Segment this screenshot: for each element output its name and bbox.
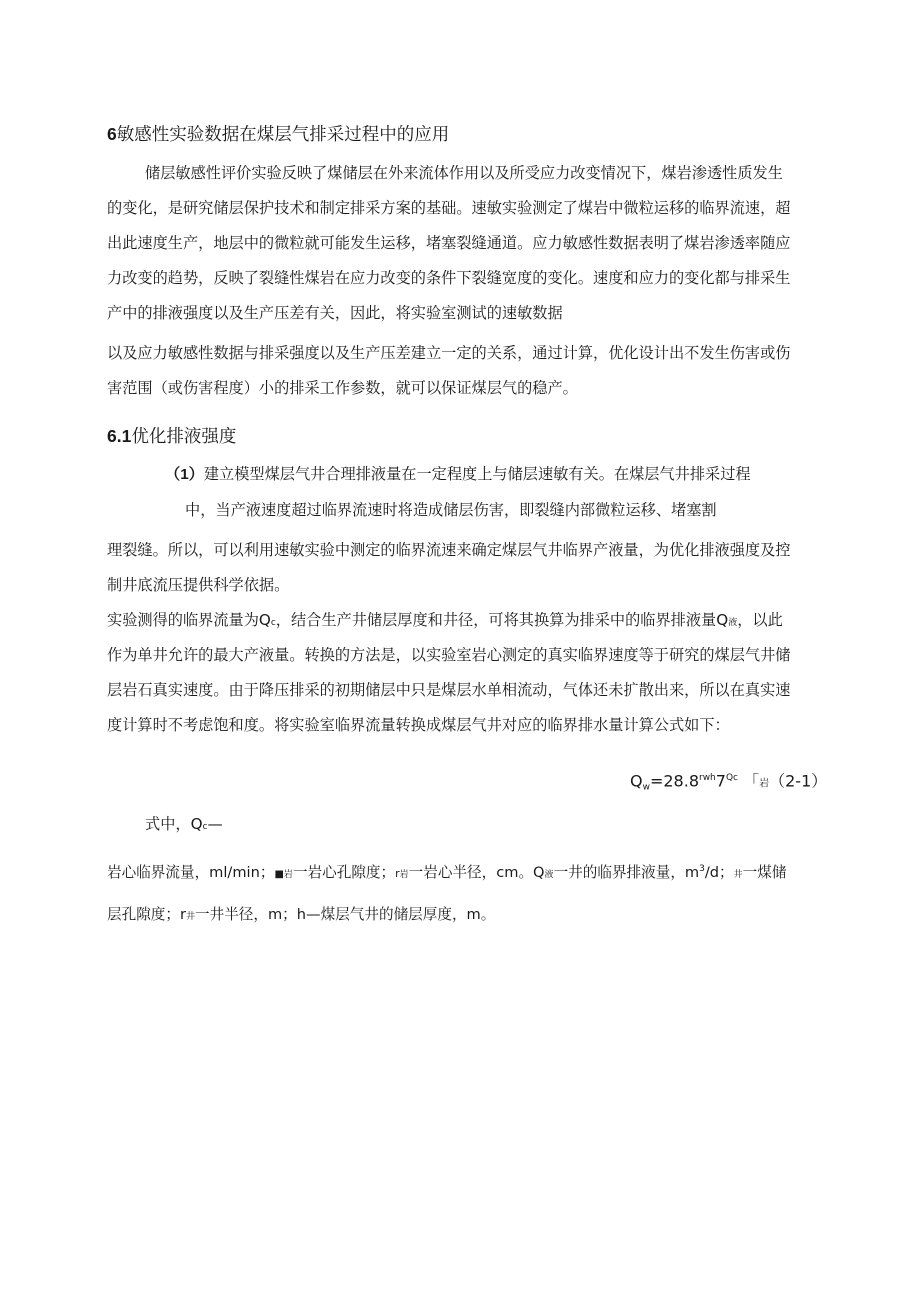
paragraph-line: 储层敏感性评价实验反映了煤储层在外来流体作用以及所受应力改变情况下，煤岩渗透性质发生 — [145, 164, 783, 182]
item-1-line: 制井底流压提供科学依据。 — [107, 576, 290, 594]
paragraph-line: 作为单井允许的最大产液量。转换的方法是，以实验室岩心测定的真实临界速度等于研究的煤层气井储 — [107, 646, 791, 664]
section-title: 敏感性实验数据在煤层气排采过程中的应用 — [116, 125, 450, 145]
item-1-line: （1）建立模型煤层气井合理排液量在一定程度上与储层速敏有关。在煤层气井排采过程 — [165, 465, 751, 483]
equation-number: （2-1） — [769, 771, 828, 791]
paragraph-line: 力改变的趋势，反映了裂缝性煤岩在应力改变的条件下裂缝宽度的变化。速度和应力的变化都与排采生 — [107, 269, 791, 287]
paragraph-line: 的变化，是研究储层保护技术和制定排采方案的基础。速敏实验测定了煤岩中微粒运移的临界流速，超 — [107, 199, 791, 217]
section-6-1-heading — [107, 424, 236, 449]
item-number: （1） — [165, 466, 204, 483]
section-number: 6 — [107, 124, 117, 144]
paragraph-line: 出此速度生产，地层中的微粒就可能发生运移，堵塞裂缝通道。应力敏感性数据表明了煤岩渗透率随应 — [107, 234, 791, 252]
paragraph-line: 害范围（或伤害程度）小的排采工作参数，就可以保证煤层气的稳产。 — [107, 379, 578, 397]
section-number: 6.1 — [107, 426, 132, 446]
item-1-line: 中，当产液速度超过临界流速时将造成储层伤害，即裂缝内部微粒运移、堵塞割 — [185, 501, 717, 519]
section-6-heading — [107, 122, 449, 147]
section-title: 优化排液强度 — [131, 427, 237, 447]
paragraph-line: 以及应力敏感性数据与排采强度以及生产压差建立一定的关系，通过计算，优化设计出不发生伤害或伤 — [107, 344, 791, 362]
where-label: 式中，Qc— — [145, 815, 223, 833]
where-definitions-line: 岩心临界流量，ml/min；■岩一岩心孔隙度；r岩一岩心半径，cm。Q液一井的临界排液量，$m^3/d$；井一煤储 — [107, 863, 787, 881]
paragraph-line: 层岩石真实速度。由于降压排采的初期储层中只是煤层水单相流动，气体还未扩散出来，所以在真实速 — [107, 681, 791, 699]
paragraph-line: 产中的排液强度以及生产压差有关，因此，将实验室测试的速敏数据 — [107, 304, 563, 322]
item-1-line: 理裂缝。所以，可以利用速敏实验中测定的临界流速来确定煤层气井临界产液量，为优化排液强度及控 — [107, 541, 791, 559]
paragraph-line: 度计算时不考虑饱和度。将实验室临界流量转换成煤层气井对应的临界排水量计算公式如下： — [107, 716, 730, 734]
paragraph-line: 实验测得的临界流量为Qc，结合生产井储层厚度和井径，可将其换算为排采中的临界排液量Q液，以此 — [107, 611, 783, 629]
formula-2-1: $Qw=28.8^{rwh}7^{Qc}$ 「岩（2-1） — [630, 771, 828, 793]
where-definitions-line: 层孔隙度；r井一井半径，m；h—煤层气井的储层厚度，m。 — [107, 906, 496, 923]
